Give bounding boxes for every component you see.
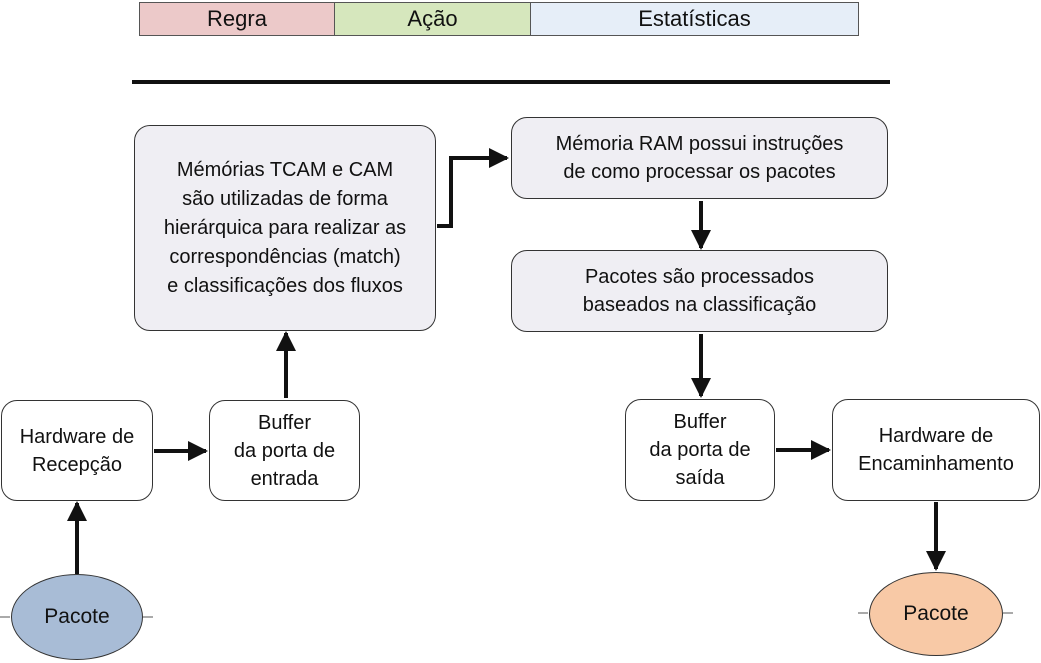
packet-input-ellipse: Pacote	[11, 574, 143, 660]
node-buffer-input: Buffer da porta de entrada	[209, 400, 360, 501]
arrow-tcam-to-ram	[437, 158, 507, 226]
header-segment-regra: Regra	[139, 2, 335, 36]
header-segment-estatisticas: Estatísticas	[530, 2, 859, 36]
node-packet-processing: Pacotes são processados baseados na classificação	[511, 250, 888, 332]
node-buffer-output: Buffer da porta de saída	[625, 399, 775, 501]
node-hardware-forwarding: Hardware de Encaminhamento	[832, 399, 1040, 501]
node-tcam-cam: Mémórias TCAM e CAM são utilizadas de forma hierárquica para realizar as correspondências (match) e classificações dos fluxos	[134, 125, 436, 331]
header-segment-acao: Ação	[334, 2, 531, 36]
node-hardware-reception: Hardware de Recepção	[1, 400, 153, 501]
packet-output-ellipse: Pacote	[869, 572, 1003, 656]
node-ram-instructions: Mémoria RAM possui instruções de como processar os pacotes	[511, 117, 888, 199]
